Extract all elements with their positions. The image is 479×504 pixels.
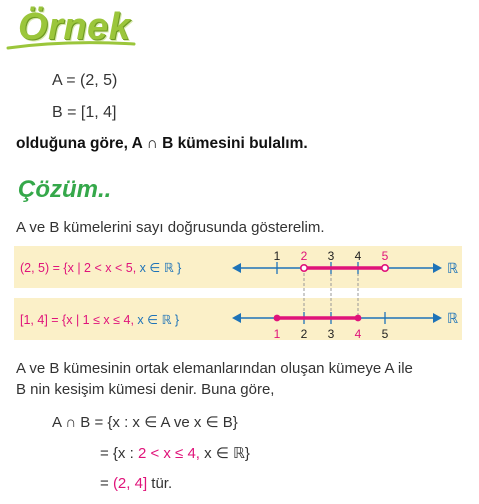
closed-endpoint-4 bbox=[355, 315, 362, 322]
result-3-prefix: = bbox=[100, 475, 113, 492]
result-line-1: A ∩ B = {x : x ∈ A ve x ∈ B} bbox=[52, 414, 238, 431]
tick-label-a-2: 2 bbox=[300, 249, 308, 263]
set-a-definition: A = (2, 5) bbox=[52, 72, 118, 89]
closed-endpoint-1 bbox=[274, 315, 281, 322]
axis-a-real-label: ℝ bbox=[447, 260, 459, 276]
tick-label-b-4: 4 bbox=[354, 327, 362, 341]
set-b-definition: B = [1, 4] bbox=[52, 104, 117, 121]
open-endpoint-2 bbox=[301, 265, 307, 271]
tick-label-a-4: 4 bbox=[354, 249, 362, 263]
set-a-condition: 2 < x < 5, bbox=[84, 261, 137, 275]
tick-label-a-1: 1 bbox=[273, 249, 281, 263]
open-endpoint-5 bbox=[382, 265, 388, 271]
axis-b-right-arrow bbox=[433, 313, 442, 323]
axis-a-right-arrow bbox=[433, 263, 442, 273]
result-line-2 bbox=[100, 444, 250, 462]
explanation-line-2: B nin kesişim kümesi denir. Buna göre, bbox=[16, 381, 275, 398]
axis-a-left-arrow bbox=[232, 263, 241, 273]
solution-heading: Çözüm.. bbox=[18, 176, 112, 203]
set-a-interval-label: (2, 5) = {x | bbox=[20, 261, 85, 275]
tick-label-b-2: 2 bbox=[300, 327, 308, 341]
tick-label-b-5: 5 bbox=[381, 327, 389, 341]
axis-b-left-arrow bbox=[232, 313, 241, 323]
tick-label-b-3: 3 bbox=[327, 327, 335, 341]
result-2-prefix: = {x : bbox=[100, 445, 138, 462]
example-heading: Örnek bbox=[18, 6, 131, 48]
explanation-line-1: A ve B kümesinin ortak elemanlarından oluşan kümeye A ile bbox=[16, 360, 413, 377]
set-b-condition: 1 ≤ x ≤ 4, bbox=[82, 313, 134, 327]
set-b-interval-label: [1, 4] = {x | bbox=[20, 313, 83, 327]
result-2-condition: 2 < x ≤ 4, bbox=[137, 445, 200, 462]
result-3-interval: (2, 4] bbox=[112, 475, 148, 492]
result-line-3 bbox=[100, 475, 172, 492]
solution-intro: A ve B kümelerini sayı doğrusunda gösterelim. bbox=[16, 219, 325, 236]
set-a-real-suffix: x ∈ ℝ } bbox=[136, 261, 182, 275]
tick-label-a-3: 3 bbox=[327, 249, 335, 263]
task-statement: olduğuna göre, A ∩ B kümesini bulalım. bbox=[16, 135, 308, 152]
result-2-suffix: x ∈ ℝ} bbox=[199, 445, 250, 462]
result-3-suffix: tür. bbox=[147, 475, 173, 492]
set-b-real-suffix: x ∈ ℝ } bbox=[133, 313, 180, 327]
axis-b-real-label: ℝ bbox=[447, 310, 459, 326]
tick-label-b-1: 1 bbox=[273, 327, 281, 341]
tick-label-a-5: 5 bbox=[381, 249, 389, 263]
